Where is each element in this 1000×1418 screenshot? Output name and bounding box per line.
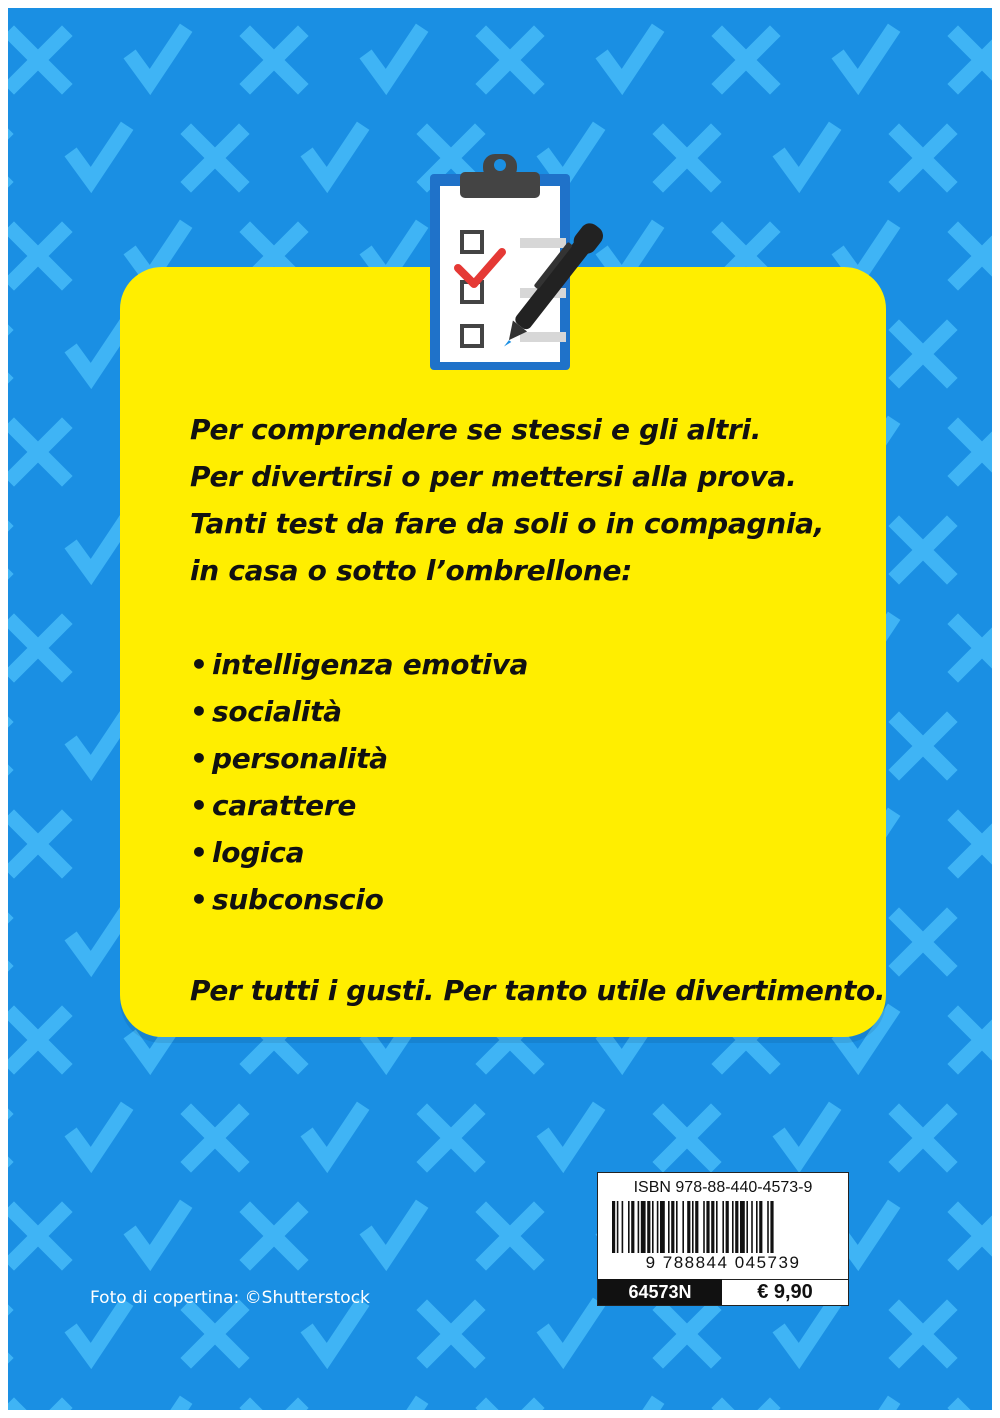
topic-item [190, 876, 870, 923]
topic-item [190, 735, 870, 782]
bullet: • [190, 695, 208, 728]
barcode-digits: 9 788844 045739 [645, 1253, 801, 1272]
topic-item [190, 829, 870, 876]
price-label: € 9,90 [722, 1279, 848, 1305]
intro-line: in casa o sotto l’ombrellone: [190, 554, 633, 587]
barcode-box [597, 1172, 849, 1306]
bullet: • [190, 648, 208, 681]
topic-item [190, 641, 870, 688]
topic-label: carattere [212, 789, 357, 822]
bullet: • [190, 883, 208, 916]
intro-line: Tanti test da fare da soli o in compagnia, [190, 507, 825, 540]
isbn-label: ISBN 978-88-440-4573-9 [633, 1179, 813, 1196]
barcode-icon [608, 1201, 838, 1253]
intro-line: Per divertirsi o per mettersi alla prova. [190, 460, 797, 493]
product-code: 64573N [598, 1279, 722, 1305]
clipboard-checklist-icon [420, 148, 640, 378]
bullet: • [190, 789, 208, 822]
photo-credit: Foto di copertina: ©Shutterstock [90, 1288, 370, 1308]
topic-list [190, 641, 870, 923]
bullet: • [190, 836, 208, 869]
topic-label: logica [212, 836, 305, 869]
closing-line: Per tutti i gusti. Per tanto utile divertimento. [190, 974, 886, 1007]
topic-label: socialità [212, 695, 342, 728]
topic-label: personalità [212, 742, 388, 775]
intro-line: Per comprendere se stessi e gli altri. [190, 413, 762, 446]
topic-label: intelligenza emotiva [212, 648, 529, 681]
topic-item [190, 688, 870, 735]
topic-item [190, 782, 870, 829]
description-text [190, 406, 886, 1014]
bullet: • [190, 742, 208, 775]
back-cover [8, 8, 992, 1410]
topic-label: subconscio [212, 883, 384, 916]
